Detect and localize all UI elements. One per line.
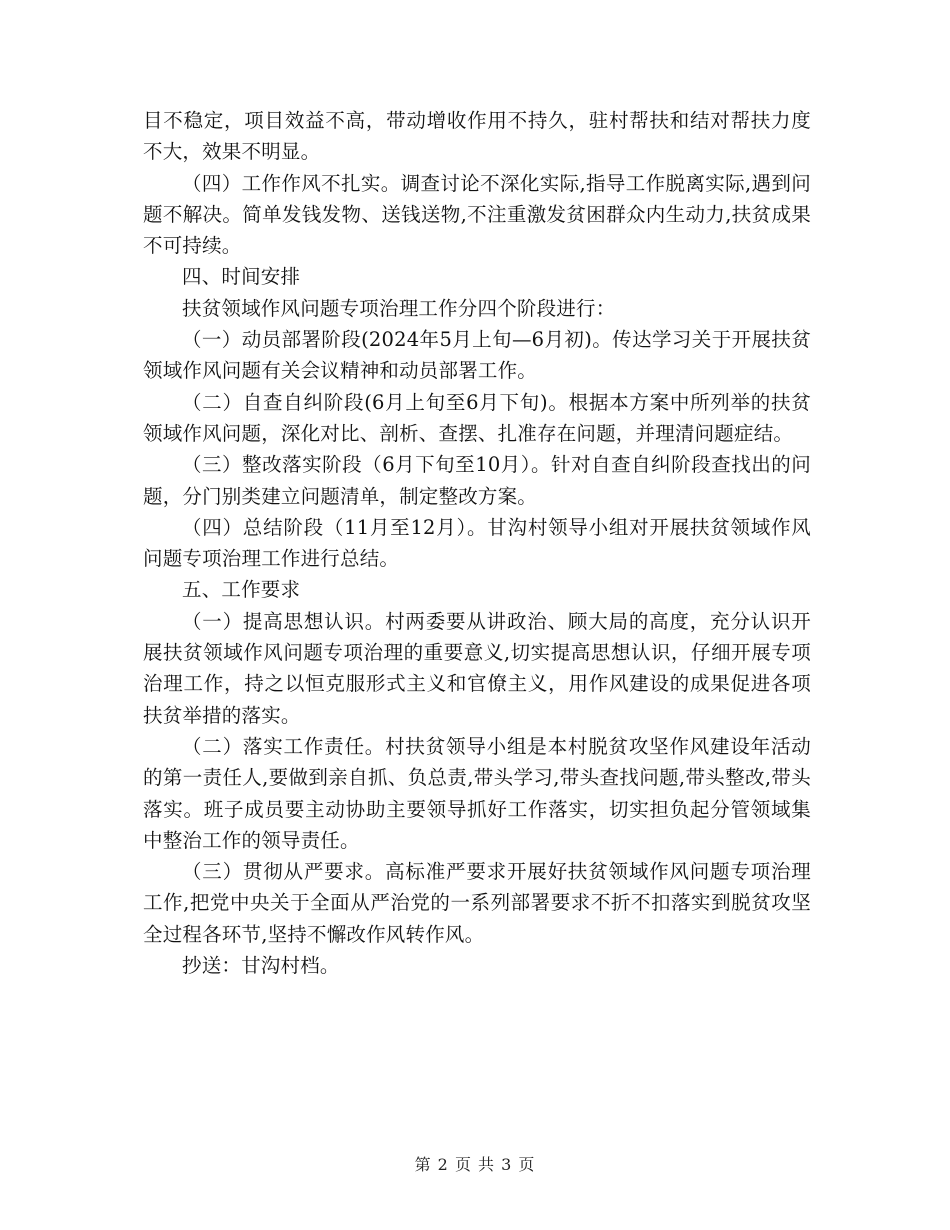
paragraph-8: （一）提高思想认识。村两委要从讲政治、顾大局的高度，充分认识开展扶贫领域作风问题专项治理的重要意义,切实提高思想认识，仔细开展专项治理工作，持之以恒克服形式主义和官僚主义，用作风建设的成果促进各项扶贫举措的落实。 — [143, 609, 811, 727]
section-heading-4: 四、时间安排 — [182, 265, 301, 289]
paragraph-5: （二）自查自纠阶段(6月上旬至6月下旬)。根据本方案中所列举的扶贫领域作风问题，深化对比、剖析、查摆、扎准存在问题，并理清问题症结。 — [143, 390, 811, 445]
paragraph-9: （二）落实工作责任。村扶贫领导小组是本村脱贫攻坚作风建设年活动的第一责任人,要做到亲自抓、负总责,带头学习,带头查找问题,带头整改,带头落实。班子成员要主动协助主要领导抓好工作落实，切实担负起分管领域集中整治工作的领导责任。 — [143, 734, 811, 852]
page-number-footer: 第 2 页 共 3 页 — [414, 1155, 536, 1174]
paragraph-7: （四）总结阶段（11月至12月）。甘沟村领导小组对开展扶贫领域作风问题专项治理工作进行总结。 — [143, 515, 811, 571]
paragraph-4: （一）动员部署阶段(2024年5月上旬—6月初)。传达学习关于开展扶贫领域作风问题有关会议精神和动员部署工作。 — [143, 328, 811, 383]
paragraph-1: 目不稳定，项目效益不高，带动增收作用不持久，驻村帮扶和结对帮扶力度不大，效果不明显。 — [143, 109, 811, 164]
paragraph-2: （四）工作作风不扎实。调查讨论不深化实际,指导工作脱离实际,遇到问题不解决。简单发钱发物、送钱送物,不注重激发贫困群众内生动力,扶贫成果不可持续。 — [143, 171, 811, 258]
document-body — [143, 105, 811, 981]
paragraph-3: 扶贫领域作风问题专项治理工作分四个阶段进行： — [182, 296, 616, 320]
paragraph-6: （三）整改落实阶段（6月下旬至10月）。针对自查自纠阶段查找出的问题，分门别类建立问题清单，制定整改方案。 — [143, 453, 811, 508]
section-heading-5: 五、工作要求 — [182, 578, 301, 602]
cc-line: 抄送：甘沟村档。 — [182, 954, 340, 978]
paragraph-10: （三）贯彻从严要求。高标准严要求开展好扶贫领域作风问题专项治理工作,把党中央关于全面从严治党的一系列部署要求不折不扣落实到脱贫攻坚全过程各环节,坚持不懈改作风转作风。 — [143, 860, 811, 946]
